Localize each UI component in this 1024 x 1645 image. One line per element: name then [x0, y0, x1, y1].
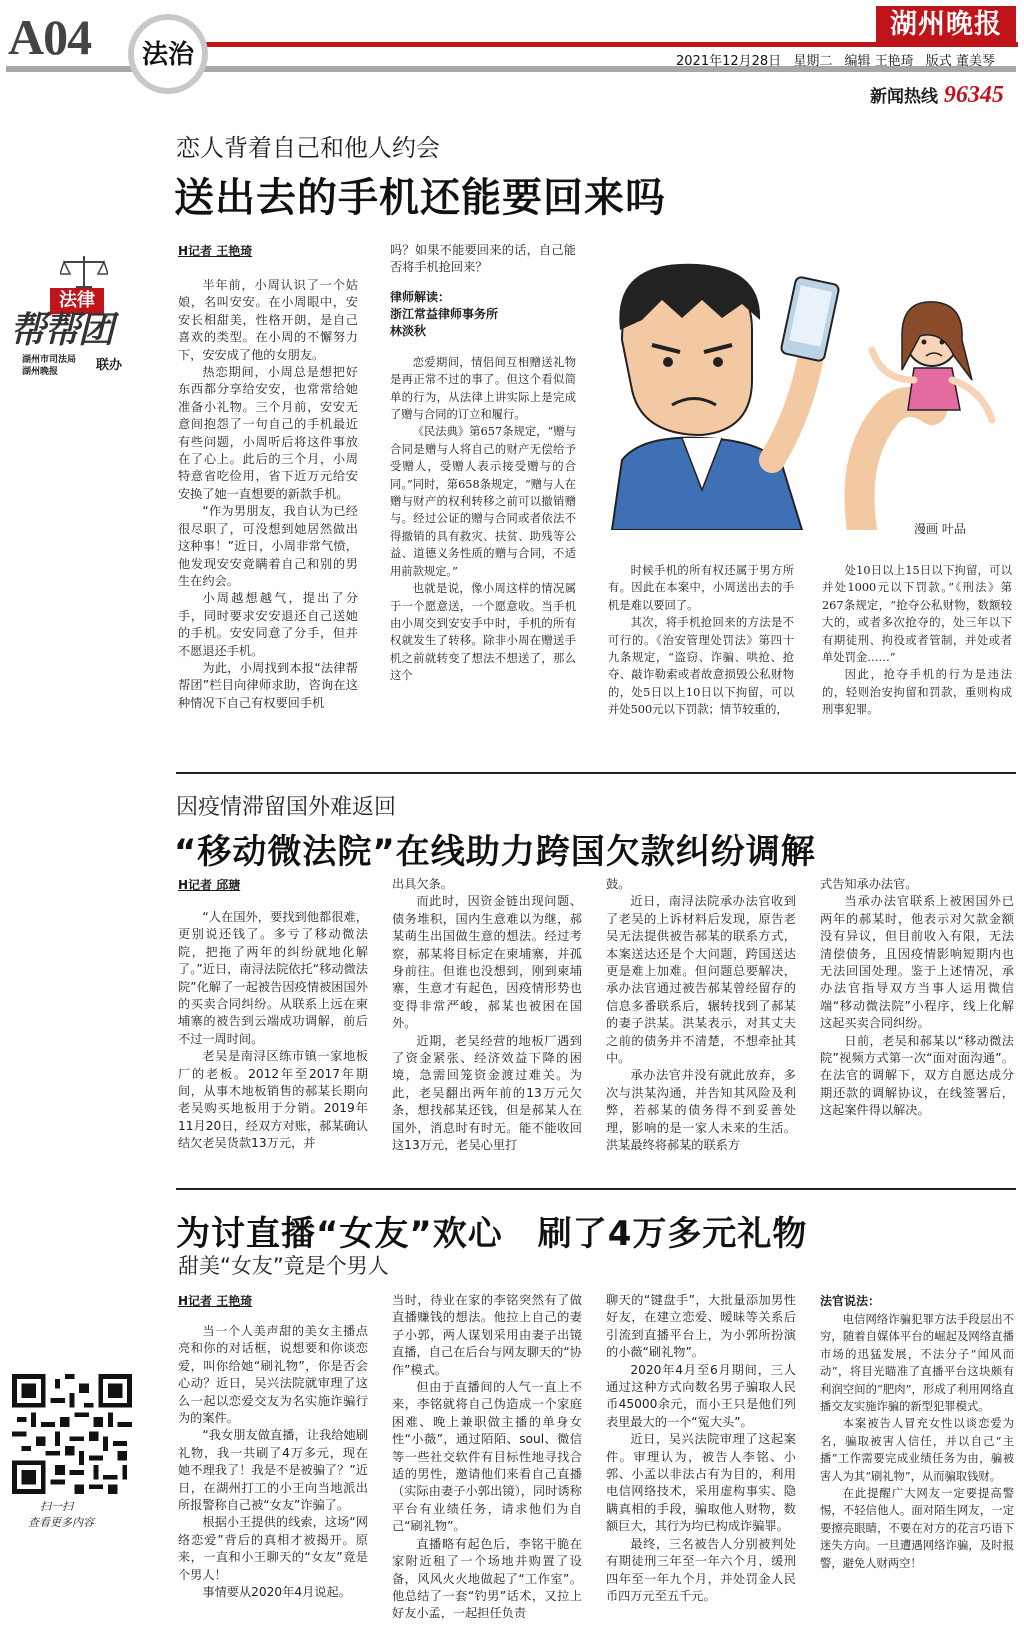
paragraph: 处10日以上15日以下拘留，可以并处1000元以下罚款。”《刑法》第267条规定，“抢夺公私财物，数额较大的，或者多次抢夺的，处三年以下有期徒刑、拘役或者管制，并处或者单处罚金……” [822, 564, 1012, 665]
paragraph: 吗？如果不能要回来的话，自己能否将手机抢回来？ [390, 243, 576, 275]
badge-org-paper: 湖州晚报 [22, 367, 59, 377]
paragraph: 鼓。 [606, 877, 631, 891]
badge-main: 帮帮团 [10, 310, 113, 351]
article3-subhead: 甜美“女友”竟是个男人 [178, 1254, 389, 1278]
paragraph: “我女朋友做直播，让我给她刷礼物，我一共刷了4万多元，现在她不理我了！我是不是被骗了？”近日，在湖州打工的小王向当地派出所报警称自己被“女友”诈骗了。 [178, 1428, 368, 1513]
paragraph: 也就是说，像小周这样的情况属于一个愿意送，一个愿意收。当手机由小周交到安安手中时，手机的所有权就发生了转移。除非小周在赠送手机之前就转变了想法不想送了，那么这个 [390, 582, 576, 683]
lawyer-credit [390, 289, 576, 340]
paragraph: 因此，抢夺手机的行为是违法的，轻则治安拘留和罚款，重则构成刑事犯罪。 [822, 668, 1012, 717]
issue-date: 2021年12月28日 [676, 54, 782, 69]
legal-help-badge [8, 252, 126, 377]
paragraph: 当承办法官联系上被困国外已两年的郝某时，他表示对欠款金额没有异议，但目前收入有限，无法清偿债务，且因疫情影响短期内也无法回国处理。鉴于上述情况，承办法官指导双方当事人运用微信端“移动微法院”小程序，线上化解这起买卖合同纠纷。 [820, 894, 1014, 1031]
page-number: A04 [8, 9, 92, 65]
paragraph: 其次，将手机抢回来的方法是不可行的。《治安管理处罚法》第四十九条规定，“盗窃、诈骗、哄抢、抢夺、敲诈勒索或者故意损毁公私财物的，处5日以上10日以下拘留，可以并处500元以下罚款；情节较重的， [608, 616, 794, 717]
paragraph: 当一个人美声甜的美女主播点亮和你的对话框，说想要和你谈恋爱，叫你给她“刷礼物”，你是否会心动？近日，吴兴法院就审理了这么一起以恋爱交友为名实施诈骗行为的案件。 [178, 1324, 368, 1426]
badge-title: 法律 [50, 288, 104, 314]
paragraph: 根据小王提供的线索，这场“网络恋爱”背后的真相才被揭开。原来，一直和小王聊天的“女友”竟是个男人！ [178, 1515, 368, 1582]
hotline-number: 96345 [943, 82, 1004, 108]
article2-kicker: 因疫情滞留国外难返回 [176, 795, 397, 820]
issue-weekday: 星期二 [793, 54, 833, 69]
article3-col1 [178, 1292, 368, 1602]
paragraph: 本案被告人冒充女性以谈恋爱为名，骗取被害人信任，并以自己“主播”工作需要完成业绩任务为由，骗被害人为其“刷礼物”，从而骗取钱财。 [820, 1417, 1014, 1483]
lawyer-firm: 浙江常益律师事务所 [390, 306, 499, 321]
qr-caption-scan: 扫一扫 [40, 1500, 73, 1513]
paragraph: 而此时，因资金链出现问题、债务堆积，国内生意难以为继，郝某萌生出国做生意的想法。经过考察，郝某将目标定在柬埔寨，并孤身前往。但谁也没想到，刚到柬埔寨，生意才有起色，因疫情形势也变得非常严峻，郝某也被困在国外。 [392, 894, 582, 1031]
dateline [676, 50, 1003, 69]
article2-col2 [392, 876, 582, 1155]
article3-byline: H记者 王艳琦 [178, 1294, 253, 1308]
editor-credit: 编辑 王艳琦 [844, 54, 914, 69]
article2-col3 [606, 876, 796, 1155]
paragraph: 2020年4月至6月期间，三人通过这种方式向数名男子骗取人民币45000余元，而小王只是他们列表里最大的一个“冤大头”。 [606, 1362, 796, 1429]
paragraph: 出具欠条。 [392, 877, 453, 891]
paragraph: “人在国外，要找到他都很难，更别说还钱了。多亏了移动微法院，把拖了两年的纠纷就地化解了。”近日，南浔法院依托“移动微法院”化解了一起被告因疫情被困国外的买卖合同纠纷。从联系上远在柬埔寨的被告到云端成功调解，前后不过一周时间。 [178, 910, 368, 1046]
paper-logo: 湖州晚报 [876, 6, 1016, 44]
paragraph: 小周越想越气，提出了分手，同时要求安安退还自己送她的手机。安安同意了分手，但并不愿退还手机。 [178, 591, 358, 658]
judge-label: 法官说法： [820, 1294, 881, 1308]
paragraph: 近日，吴兴法院审理了这起案件。审理认为，被告人李铭、小郭、小孟以非法占有为目的，利用电信网络技术，采用虚构事实、隐瞒真相的手段，骗取他人财物，数额巨大，其行为均已构成诈骗罪。 [606, 1432, 796, 1534]
paragraph: 日前，老吴和郝某以“移动微法院”视频方式第一次“面对面沟通”。在法官的调解下，双方自愿达成分期还款的调解协议，在线签署后，这起案件得以解决。 [820, 1033, 1014, 1118]
article3-headline: 为讨直播“女友”欢心 刷了4万多元礼物 [176, 1214, 808, 1254]
article3-col3 [606, 1292, 796, 1605]
article1-headline: 送出去的手机还能要回来吗 [174, 175, 666, 221]
paragraph: 热恋期间，小周总是想把好东西都分享给安安，也常常给她准备小礼物。三个月前，安安无意间抱怨了一句自己的手机最近有些问题，小周听后将这件事放在了心上。此后的三个月，小周特意省吃俭用，省下近万元给安安换了她一直想要的新款手机。 [178, 365, 358, 501]
lawyer-name: 林淡秋 [390, 323, 427, 338]
paragraph: 承办法官并没有就此放弃，多次与洪某沟通，并告知其风险及利弊，若郝某的债务得不到妥善处理，影响的是一家人未来的生活。洪某最终将郝某的联系方 [606, 1068, 796, 1153]
badge-org-justice: 湖州市司法局 [22, 355, 77, 365]
paragraph: 《民法典》第657条规定，“赠与合同是赠与人将自己的财产无偿给予受赠人，受赠人表示接受赠与的合同。”同时，第658条规定，“赠与人在赠与财产的权利转移之前可以撤销赠与。经过公证的赠与合同或者依法不得撤销的具有救灾、扶贫、助残等公益、道德义务性质的赠与合同，不适用前款规定。” [390, 425, 576, 578]
lawyer-label: 律师解读： [390, 289, 451, 304]
section-name: 法治 [141, 40, 194, 70]
illustration-credit: 漫画 叶品 [914, 522, 966, 536]
paragraph: 近期，老吴经营的地板厂遇到了资金紧张、经济效益下降的困境，急需回笼资金渡过难关。为此，老吴翻出两年前的13万元欠条，想找郝某还钱，但是郝某人在国外，消息时有时无。能不能收回这13万元，老吴心里打 [392, 1033, 582, 1153]
paragraph: 式告知承办法官。 [820, 877, 918, 891]
paragraph: 但由于直播间的人气一直上不来，李铭就将自己伪造成一个家庭困难、晚上兼职做主播的单身女性“小薇”，通过陌陌、soul、微信等一些社交软件有目标性地寻找合适的男性，邀请他们来看自己直播（实际由妻子小郭出镜），同时诱称平台有业绩任务，请求他们为自己“刷礼物”。 [392, 1380, 582, 1534]
paragraph: 直播略有起色后，李铭干脆在家附近租了一个场地并购置了设备，风风火火地做起了“工作室”。他总结了一套“钓男”话术，又拉上好友小孟，一起担任负责 [392, 1536, 582, 1621]
article2-headline: “移动微法院”在线助力跨国欠款纠纷调解 [174, 832, 816, 872]
paragraph: “作为男朋友，我自认为已经很尽职了，可没想到她居然做出这种事！”近日，小周非常气愤，他发现安安竟瞒着自己和别的男生在约会。 [178, 504, 358, 588]
section-divider [176, 772, 1016, 774]
article2-col4 [820, 876, 1014, 1120]
article2-byline: H记者 邱瑭 [178, 878, 241, 892]
article1-kicker: 恋人背着自己和他人约会 [176, 134, 440, 162]
paragraph: 事情要从2020年4月说起。 [202, 1585, 351, 1600]
cartoon-illustration [602, 260, 1012, 530]
article2-col1 [178, 876, 368, 1153]
badge-joint: 联办 [96, 358, 123, 373]
article1-col1 [178, 242, 358, 712]
paragraph: 最终，三名被告人分别被判处有期徒刑三年至一年六个月，缓刑四年至一年九个月，并处罚金人民币四万元至五千元。 [606, 1536, 796, 1603]
news-hotline [870, 82, 1004, 109]
paragraph: 恋爱期间，情侣间互相赠送礼物是再正常不过的事了。但这个看似简单的行为，从法律上讲实际上是完成了赠与合同的订立和履行。 [390, 355, 576, 422]
paragraph: 近日，南浔法院承办法官收到了老吴的上诉材料后发现，原告老吴无法提供被告郝某的联系方式，本案送达还是个大问题，跨国送达更是难上加难。但问题总要解决，承办法官通过被告郝某曾经留存的信息多番联系后，辗转找到了郝某的妻子洪某。洪某表示，对其丈夫之前的债务并不清楚，不想牵扯其中。 [606, 894, 796, 1066]
article1-col3 [608, 562, 794, 719]
layout-credit: 版式 董美琴 [925, 54, 995, 69]
qr-code[interactable] [12, 1374, 132, 1494]
article1-col4 [822, 562, 1012, 719]
article3-col2 [392, 1292, 582, 1623]
paragraph: 老吴是南浔区练市镇一家地板厂的老板。2012年至2017年期间，从事木地板销售的郝某长期向老吴购买地板用于分销。2019年11月20日，经双方对账，郝某确认结欠老吴货款13万元，并 [178, 1049, 368, 1151]
paragraph: 为此，小周找到本报“法律帮帮团”栏目向律师求助，咨询在这种情况下自己有权要回手机 [178, 660, 358, 710]
scales-icon [60, 252, 108, 292]
article1-byline: H记者 王艳琦 [178, 244, 253, 258]
paragraph: 电信网络诈骗犯罪方法手段层出不穷，随着自媒体平台的崛起及网络直播市场的迅猛发展，不法分子“闻风而动”，将目光瞄准了直播平台这块颇有利润空间的“肥肉”，形成了利用网络直播交友实施诈骗的新型犯罪模式。 [820, 1313, 1014, 1414]
section-divider [176, 1188, 1016, 1190]
article1-col2 [390, 242, 576, 685]
paragraph: 半年前，小周认识了一个姑娘，名叫安安。在小周眼中，安安长相甜美，性格开朗，是自己喜欢的类型。在小周的不懈努力下，安安成了他的女朋友。 [178, 278, 358, 362]
paragraph: 聊天的“键盘手”，大批量添加男性好友，在建立恋爱、暧昧等关系后引流到直播平台上，为小郭所扮演的小薇“刷礼物”。 [606, 1293, 796, 1360]
paragraph: 当时，待业在家的李铭突然有了做直播赚钱的想法。他拉上自己的妻子小郭，两人谋划采用由妻子出镜直播，自己在后台与网友聊天的“协作”模式。 [392, 1293, 582, 1377]
paragraph: 时候手机的所有权还属于男方所有。因此在本案中，小周送出去的手机是难以要回了。 [608, 564, 794, 612]
paragraph: 在此提醒广大网友一定要提高警惕，不轻信他人。面对陌生网友，一定要擦亮眼睛，不要在对方的花言巧语下迷失方向。一旦遭遇网络诈骗，及时报警，避免人财两空！ [820, 1487, 1014, 1570]
article3-col4 [820, 1292, 1014, 1572]
hotline-label: 新闻热线 [870, 87, 938, 107]
qr-caption-more: 查看更多内容 [28, 1516, 94, 1529]
